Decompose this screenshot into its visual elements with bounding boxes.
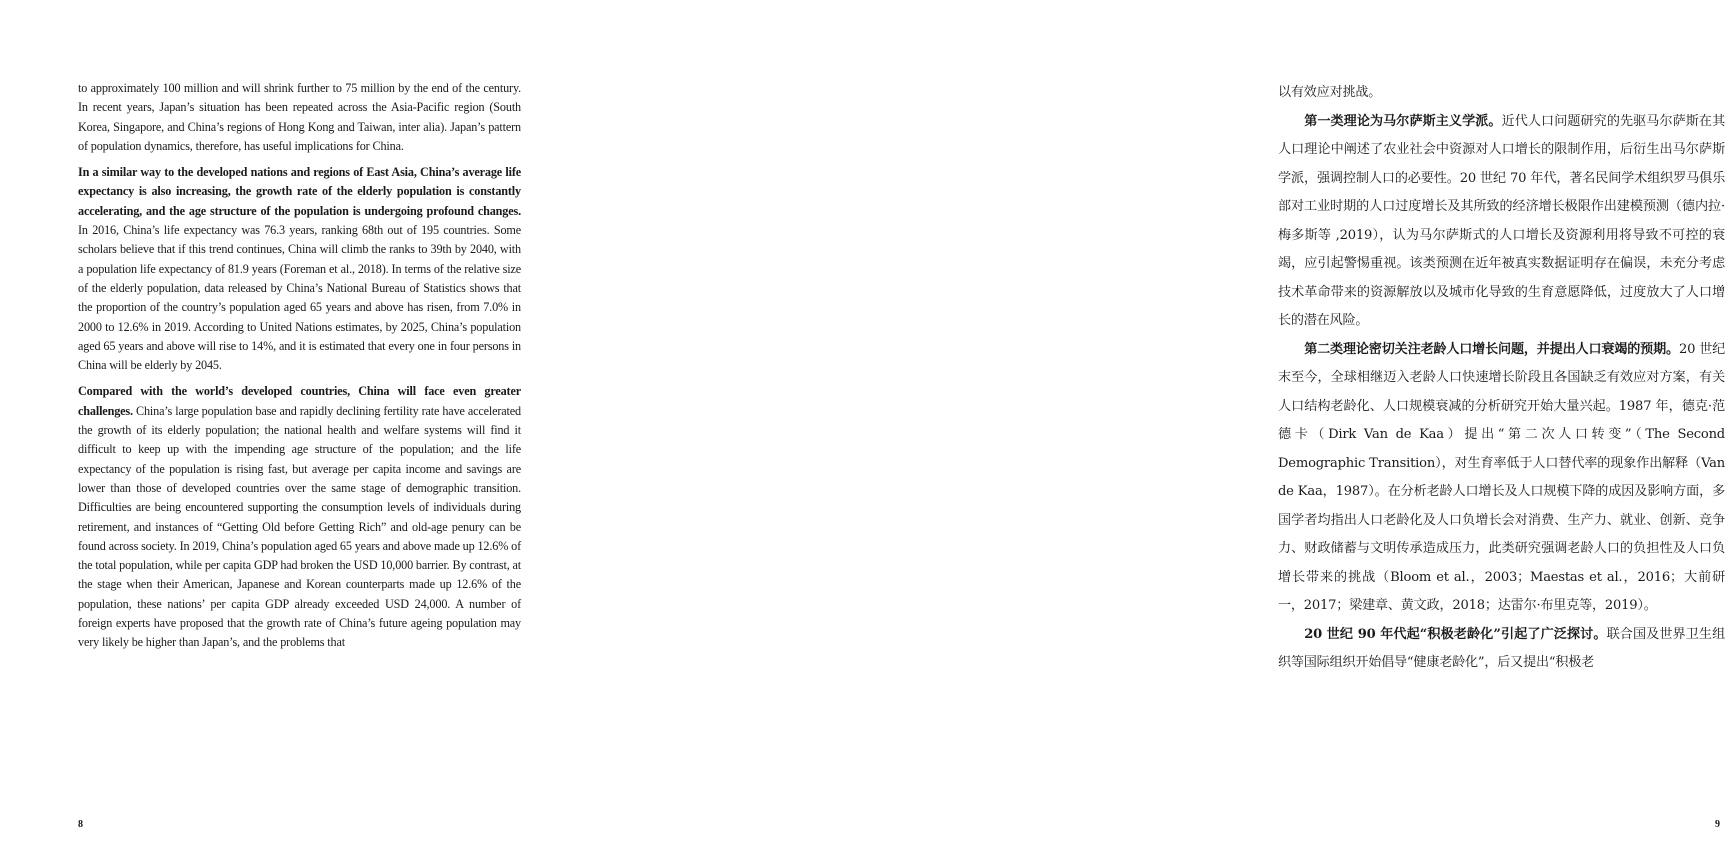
paragraph-1: [78, 79, 521, 156]
paragraph-1: [1278, 79, 1725, 108]
paragraph-3: [1278, 336, 1725, 621]
page-number-right: 9: [1715, 819, 1720, 830]
paragraph-text: China’s large population base and rapidly declining fertility rate have accelerated the growth of its elderly population; the national health and welfare systems will find it difficult to keep up with the impending age structure of the population; and the life expectancy of the population is rising fast, but average per capita income and savings are lower than those of developed countries over the same stage of demographic transition. Difficulties are being encountered supporting the consumption levels of individuals during retirement, and instances of “Getting Old before Getting Rich” and old-age penury can be found across society. In 2019, China’s population aged 65 years and above made up 12.6% of the total population, while per capita GDP had broken the USD 10,000 barrier. By contrast, at the stage when their American, Japanese and Korean counterparts made up 12.6% of the population, these nations’ per capita GDP already exceeded USD 24,000. A number of foreign experts have proposed that the growth rate of China’s future ageing population may very likely be higher than Japan’s, and the problems that: [78, 403, 521, 650]
right-page: [600, 0, 1725, 855]
paragraph-3: [78, 382, 521, 652]
paragraph-lead-bold: Compared with the world’s developed countries, China will face even greater challenges.: [78, 384, 521, 418]
page-number-left: 8: [78, 819, 83, 830]
paragraph-lead-bold: 第一类理论为马尔萨斯主义学派。: [1304, 113, 1502, 129]
paragraph-text: In 2016, China’s life expectancy was 76.3 years, ranking 68th out of 195 countries. Some scholars believe that if this trend continues, China will climb the ranks to 39th by 2040, with a population life expectancy of 81.9 years (Foreman et al., 2018). In terms of the relative size of the elderly population, data released by China’s National Bureau of Statistics shows that the proportion of the country’s population aged 65 years and above has risen, from 7.0% in 2000 to 12.6% in 2019. According to United Nations estimates, by 2025, China’s population aged 65 years and above will rise to 14%, and it is estimated that every one in four persons in China will be elderly by 2045.: [78, 223, 521, 373]
paragraph-text: 20 世纪末至今，全球相继迈入老龄人口快速增长阶段且各国缺乏有效应对方案，有关人口结构老龄化、人口规模衰减的分析研究开始大量兴起。1987 年，德克·范德卡（Dirk Van de Kaa）提出“第二次人口转变”（The Second Demographic Transition），对生育率低于人口替代率的现象作出解释（Van de Kaa，1987）。在分析老龄人口增长及人口规模下降的成因及影响方面，多国学者均指出人口老龄化及人口负增长会对消费、生产力、就业、创新、竞争力、财政储蓄与文明传承造成压力，此类研究强调老龄人口的负担性及人口负增长带来的挑战（Bloom et al.，2003；Maestas et al.，2016；大前研一，2017；梁建章、黄文政，2018；达雷尔·布里克等，2019）。: [1278, 341, 1725, 613]
paragraph-lead-bold: In a similar way to the developed nations and regions of East Asia, China’s average life expectancy is also increasing, the growth rate of the elderly population is constantly accelerating, and the age structure of the population is undergoing profound changes.: [78, 165, 521, 218]
paragraph-lead-bold: 20 世纪 90 年代起“积极老龄化”引起了广泛探讨。: [1304, 626, 1607, 642]
paragraph-2: [1278, 108, 1725, 336]
left-page-body: [78, 79, 521, 660]
paragraph-4: [1278, 621, 1725, 678]
right-page-body: [1278, 79, 1725, 678]
paragraph-text: to approximately 100 million and will shrink further to 75 million by the end of the century. In recent years, Japan’s situation has been repeated across the Asia-Pacific region (South Korea, Singapore, and China’s regions of Hong Kong and Taiwan, inter alia). Japan’s pattern of population dynamics, therefore, has useful implications for China.: [78, 81, 521, 153]
paragraph-lead-bold: 第二类理论密切关注老龄人口增长问题，并提出人口衰竭的预期。: [1304, 341, 1679, 357]
paragraph-text: 以有效应对挑战。: [1278, 85, 1382, 100]
paragraph-text: 联合国及世界卫生组织等国际组织开始倡导“健康老龄化”，后又提出“积极老: [1278, 626, 1725, 670]
left-page: [0, 0, 600, 855]
paragraph-text: 近代人口问题研究的先驱马尔萨斯在其人口理论中阐述了农业社会中资源对人口增长的限制作用，后衍生出马尔萨斯学派，强调控制人口的必要性。20 世纪 70 年代，著名民间学术组织罗马俱乐部对工业时期的人口过度增长及其所致的经济增长极限作出建模预测（德内拉·梅多斯等 ,2019），认为马尔萨斯式的人口增长及资源利用将导致不可控的衰竭，应引起警惕重视。该类预测在近年被真实数据证明存在偏误，未充分考虑技术革命带来的资源解放以及城市化导致的生育意愿降低，过度放大了人口增长的潜在风险。: [1278, 113, 1725, 328]
paragraph-2: [78, 163, 521, 375]
